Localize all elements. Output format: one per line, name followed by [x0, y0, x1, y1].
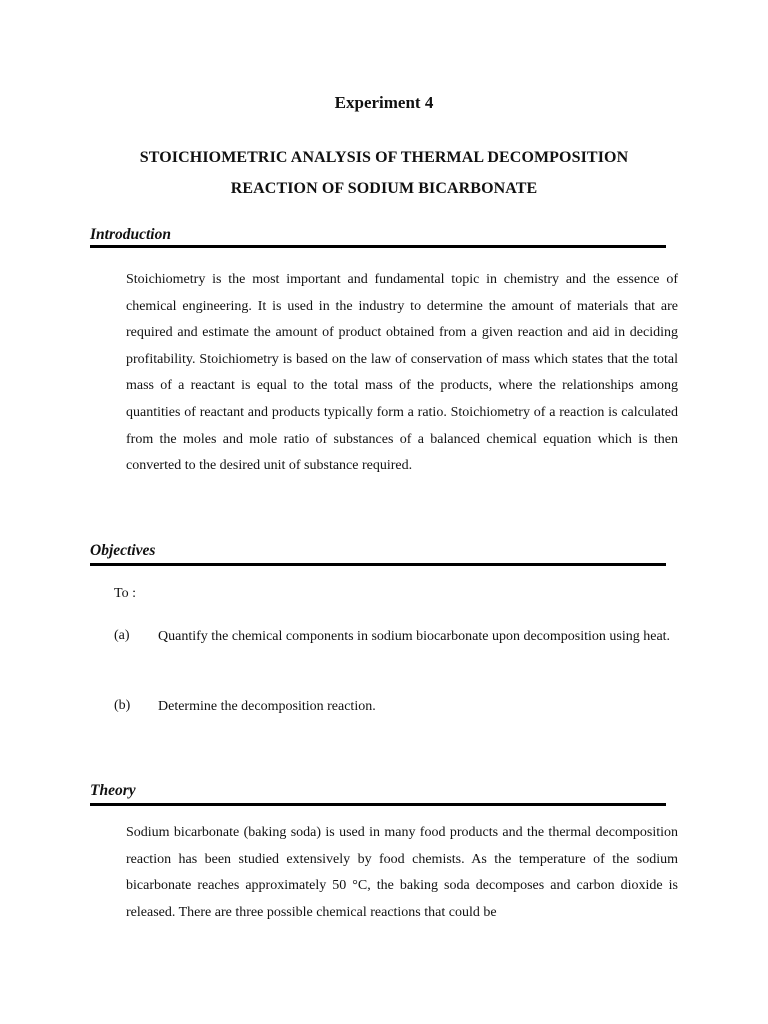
document-subtitle-line-1: STOICHIOMETRIC ANALYSIS OF THERMAL DECOMPOSITION [139, 149, 629, 166]
objectives-heading: Objectives [90, 542, 156, 559]
objectives-rule [90, 563, 666, 566]
introduction-rule [90, 245, 666, 248]
objective-a-text: Quantify the chemical components in sodium biocarbonate upon decomposition using heat. [158, 629, 671, 644]
introduction-paragraph: Stoichiometry is the most important and fundamental topic in chemistry and the essence of chemical engineering. It is used in the industry to determine the amount of materials that are required and estimate the amount of product obtained from a given reaction and aid in deciding profitability. Stoichiometry is based on the law of conservation of mass which states that the total mass of a reactant is equal to the total mass of the products, where the relationships among quantities of reactant and products typically form a ratio. Stoichiometry of a reaction is calculated from the moles and mole ratio of substances of a balanced chemical equation which is then converted to the desired unit of substance required. [126, 272, 678, 474]
introduction-heading: Introduction [90, 226, 171, 243]
document-subtitle-line-2: REACTION OF SODIUM BICARBONATE [230, 180, 538, 197]
objective-b-text: Determine the decomposition reaction. [158, 699, 376, 714]
objective-a-marker: (a) [114, 628, 130, 643]
experiment-title: Experiment 4 [334, 93, 434, 112]
theory-heading: Theory [90, 782, 136, 799]
theory-paragraph: Sodium bicarbonate (baking soda) is used in many food products and the thermal decomposition reaction has been studied extensively by food chemists. As the temperature of the sodium bicarbonate reaches approximately 50 °C, the baking soda decomposes and carbon dioxide is released. There are three possible chemical reactions that could be [126, 825, 678, 920]
objective-b-marker: (b) [114, 698, 131, 713]
objectives-intro: To : [114, 586, 136, 601]
theory-rule [90, 803, 666, 806]
